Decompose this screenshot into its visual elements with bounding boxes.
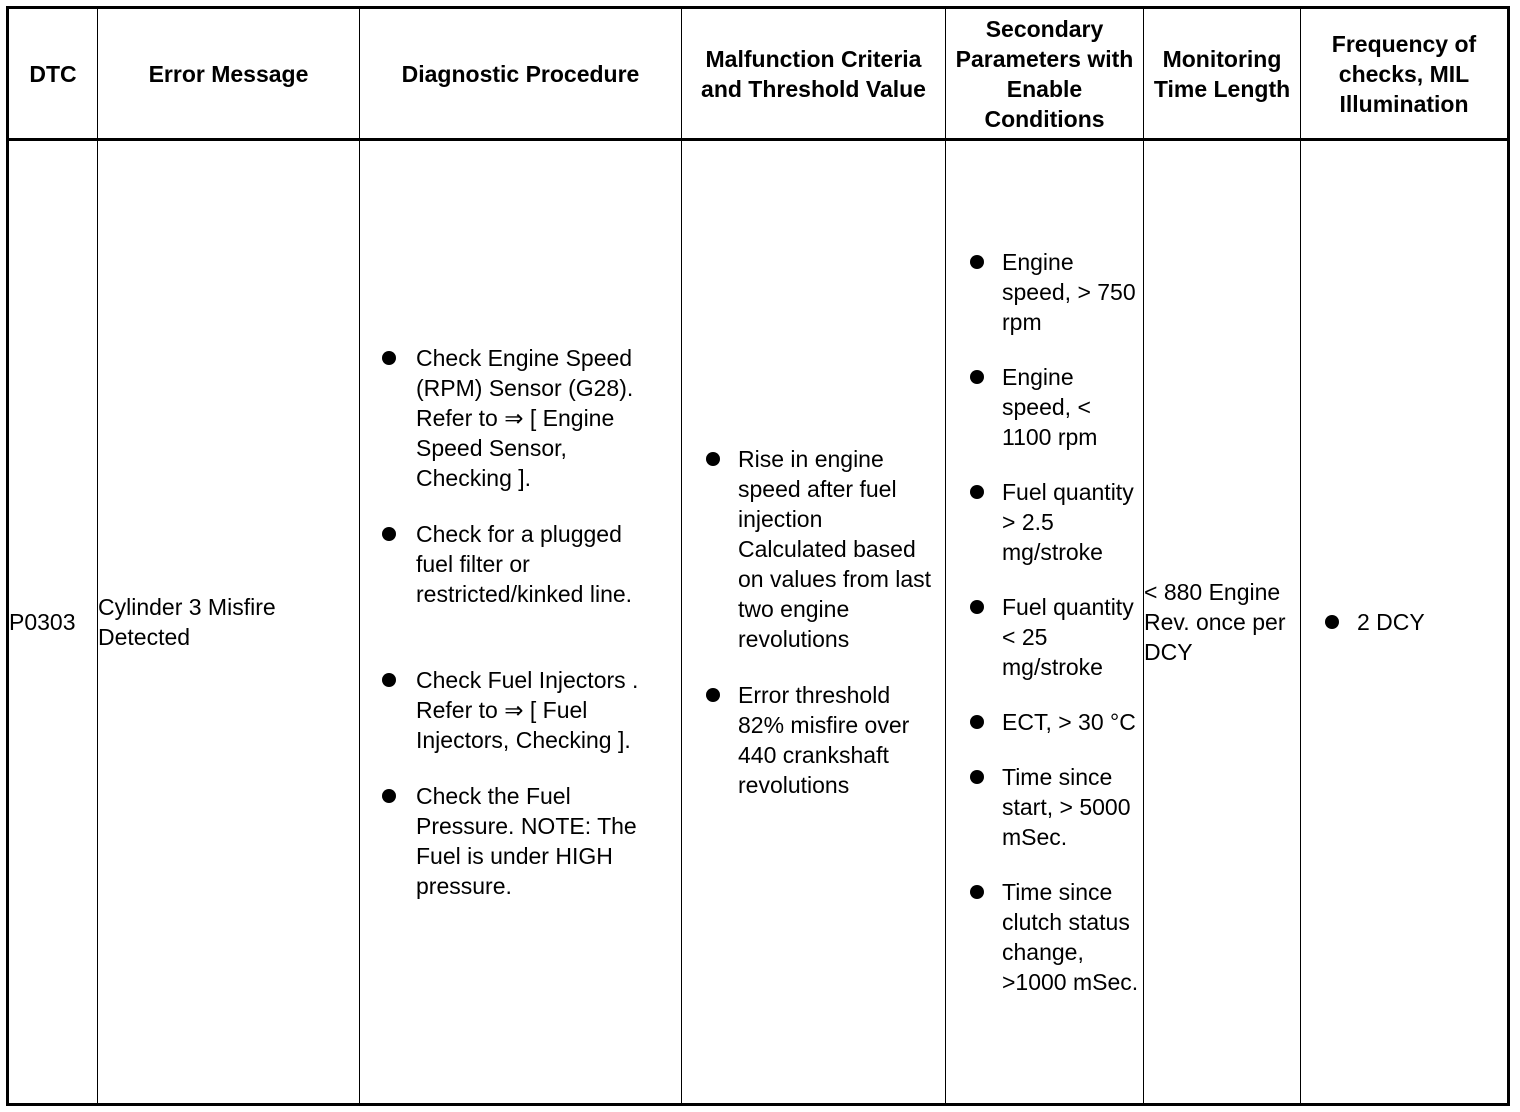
cell-monitoring-time: < 880 Engine Rev. once per DCY bbox=[1144, 140, 1301, 1105]
bullet-icon bbox=[706, 688, 720, 702]
list-item-text: Time since start, > 5000 mSec. bbox=[1002, 764, 1131, 850]
list-item bbox=[970, 707, 1139, 737]
header-diagnostic-procedure: Diagnostic Procedure bbox=[360, 8, 682, 140]
frequency-list bbox=[1301, 607, 1507, 637]
list-item bbox=[970, 877, 1139, 997]
cell-malfunction-criteria bbox=[682, 140, 946, 1105]
bullet-icon bbox=[970, 370, 984, 384]
list-item bbox=[970, 762, 1139, 852]
bullet-icon bbox=[970, 715, 984, 729]
header-error-message: Error Message bbox=[98, 8, 360, 140]
list-item-text: Engine speed, < 1100 rpm bbox=[1002, 364, 1098, 450]
cell-error-message: Cylinder 3 Misfire Detected bbox=[98, 140, 360, 1105]
bullet-icon bbox=[970, 485, 984, 499]
list-item-text: Fuel quantity < 25 mg/stroke bbox=[1002, 594, 1134, 680]
bullet-icon bbox=[382, 351, 396, 365]
header-dtc: DTC bbox=[8, 8, 98, 140]
cell-diagnostic-procedure bbox=[360, 140, 682, 1105]
list-item bbox=[382, 519, 661, 609]
header-malfunction-criteria: Malfunction Criteria and Threshold Value bbox=[682, 8, 946, 140]
list-item-text: Engine speed, > 750 rpm bbox=[1002, 249, 1136, 335]
list-item-text: Time since clutch status change, >1000 mSec. bbox=[1002, 879, 1139, 995]
bullet-icon bbox=[970, 255, 984, 269]
header-monitoring-time: Monitoring Time Length bbox=[1144, 8, 1301, 140]
list-item bbox=[1325, 607, 1507, 637]
secondary-parameters-list bbox=[946, 247, 1143, 997]
list-item bbox=[706, 444, 937, 654]
header-row bbox=[8, 8, 1509, 140]
diagnostic-procedure-list bbox=[360, 343, 681, 901]
list-item-text: Check for a plugged fuel filter or restricted/kinked line. bbox=[416, 521, 633, 607]
cell-frequency bbox=[1301, 140, 1509, 1105]
list-item bbox=[970, 477, 1139, 567]
list-item bbox=[970, 362, 1139, 452]
list-item-text: Check the Fuel Pressure. NOTE: The Fuel is under HIGH pressure. bbox=[416, 783, 637, 899]
bullet-icon bbox=[382, 673, 396, 687]
header-frequency: Frequency of checks, MIL Illumination bbox=[1301, 8, 1509, 140]
list-item-text: Fuel quantity > 2.5 mg/stroke bbox=[1002, 479, 1134, 565]
bullet-icon bbox=[382, 789, 396, 803]
list-item-text: Check Engine Speed (RPM) Sensor (G28). Refer to ⇒ [ Engine Speed Sensor, Checking ]. bbox=[416, 345, 634, 491]
list-item-text: Check Fuel Injectors . Refer to ⇒ [ Fuel Injectors, Checking ]. bbox=[416, 667, 639, 753]
list-item bbox=[706, 680, 937, 800]
list-item-text: Error threshold 82% misfire over 440 crankshaft revolutions bbox=[738, 682, 910, 798]
bullet-icon bbox=[706, 452, 720, 466]
bullet-icon bbox=[382, 527, 396, 541]
list-item-text: 2 DCY bbox=[1357, 609, 1425, 635]
dtc-table bbox=[6, 6, 1510, 1106]
list-item bbox=[970, 592, 1139, 682]
list-item-text: ECT, > 30 °C bbox=[1002, 709, 1136, 735]
bullet-icon bbox=[970, 600, 984, 614]
cell-secondary-parameters bbox=[946, 140, 1144, 1105]
bullet-icon bbox=[970, 770, 984, 784]
malfunction-criteria-list bbox=[682, 444, 945, 800]
table-row bbox=[8, 140, 1509, 1105]
bullet-icon bbox=[1325, 615, 1339, 629]
list-item bbox=[382, 781, 661, 901]
list-item bbox=[970, 247, 1139, 337]
list-item bbox=[382, 343, 661, 493]
list-item bbox=[382, 665, 661, 755]
header-secondary-parameters: Secondary Parameters with Enable Conditions bbox=[946, 8, 1144, 140]
cell-dtc-code: P0303 bbox=[8, 140, 98, 1105]
list-item-text: Rise in engine speed after fuel injection Calculated based on values from last two engine revolutions bbox=[738, 446, 932, 652]
bullet-icon bbox=[970, 885, 984, 899]
